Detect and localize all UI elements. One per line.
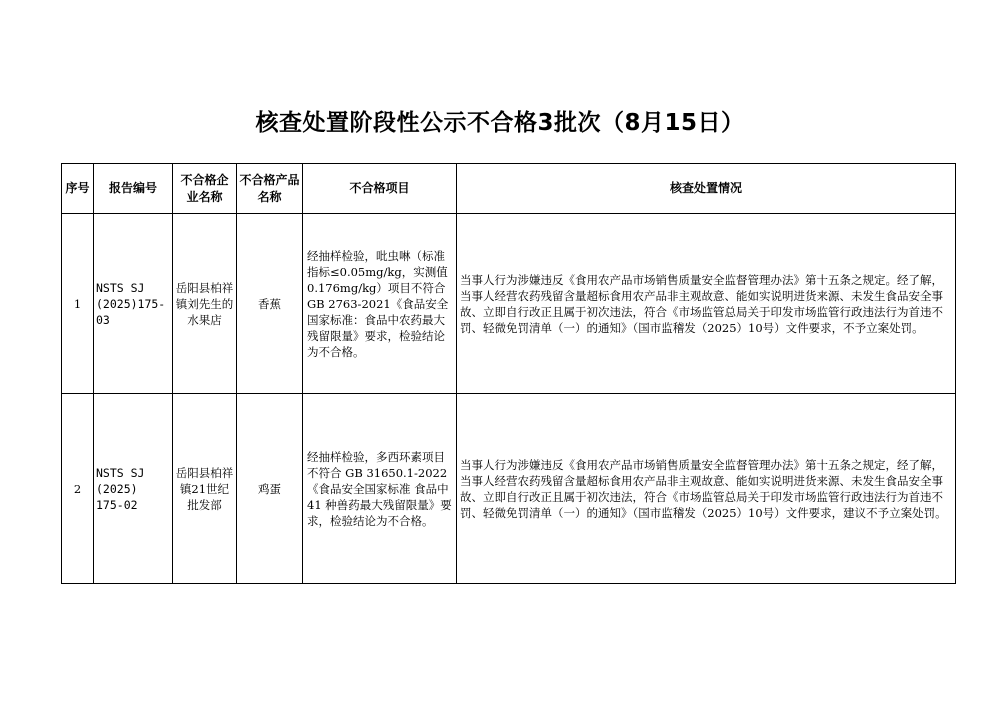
cell-handling: 当事人行为涉嫌违反《食用农产品市场销售质量安全监督管理办法》第十五条之规定。经了解，当事人经营农药残留含量超标食用农产品非主观故意、能如实说明进货来源、未发生食品安全事故、立即自行改正且属于初次违法，符合《市场监管总局关于印发市场监管行政违法行为首违不罚、轻微免罚清单（一）的通知》（国市监稽发（2025）10号）文件要求，不予立案处罚。 [457,214,956,394]
cell-report-no: NSTS SJ (2025)175-03 [94,214,173,394]
cell-report-no: NSTS SJ (2025) 175-02 [94,394,173,584]
cell-item: 经抽样检验，吡虫啉（标准指标≤0.05mg/kg，实测值0.176mg/kg）项目不符合GB 2763-2021《食品安全国家标准：食品中农药最大残留限量》要求，检验结论为不合格。 [303,214,457,394]
inspection-table [61,163,956,584]
cell-company: 岳阳县柏祥镇刘先生的水果店 [173,214,237,394]
cell-handling: 当事人行为涉嫌违反《食用农产品市场销售质量安全监督管理办法》第十五条之规定，经了解，当事人经营农药残留含量超标食用农产品非主观故意、能如实说明进货来源、未发生食品安全事故、立即自行改正且属于初次违法，符合《市场监管总局关于印发市场监管行政违法行为首违不罚、轻微免罚清单（一）的通知》（国市监稽发（2025）10号）文件要求，建议不予立案处罚。 [457,394,956,584]
header-handling: 核查处置情况 [457,164,956,214]
table-header-row [62,164,956,214]
cell-item: 经抽样检验，多西环素项目不符合 GB 31650.1-2022《食品安全国家标准 食品中 41 种兽药最大残留限量》要求，检验结论为不合格。 [303,394,457,584]
cell-product: 香蕉 [237,214,303,394]
page-title: 核查处置阶段性公示不合格3批次（8月15日） [255,110,745,136]
table-row [62,394,956,584]
cell-company: 岳阳县柏祥镇21世纪批发部 [173,394,237,584]
header-product: 不合格产品名称 [237,164,303,214]
table-row [62,214,956,394]
header-report-no: 报告编号 [94,164,173,214]
header-company: 不合格企业名称 [173,164,237,214]
cell-seq: 2 [62,394,94,584]
header-seq: 序号 [62,164,94,214]
cell-product: 鸡蛋 [237,394,303,584]
cell-seq: 1 [62,214,94,394]
header-item: 不合格项目 [303,164,457,214]
